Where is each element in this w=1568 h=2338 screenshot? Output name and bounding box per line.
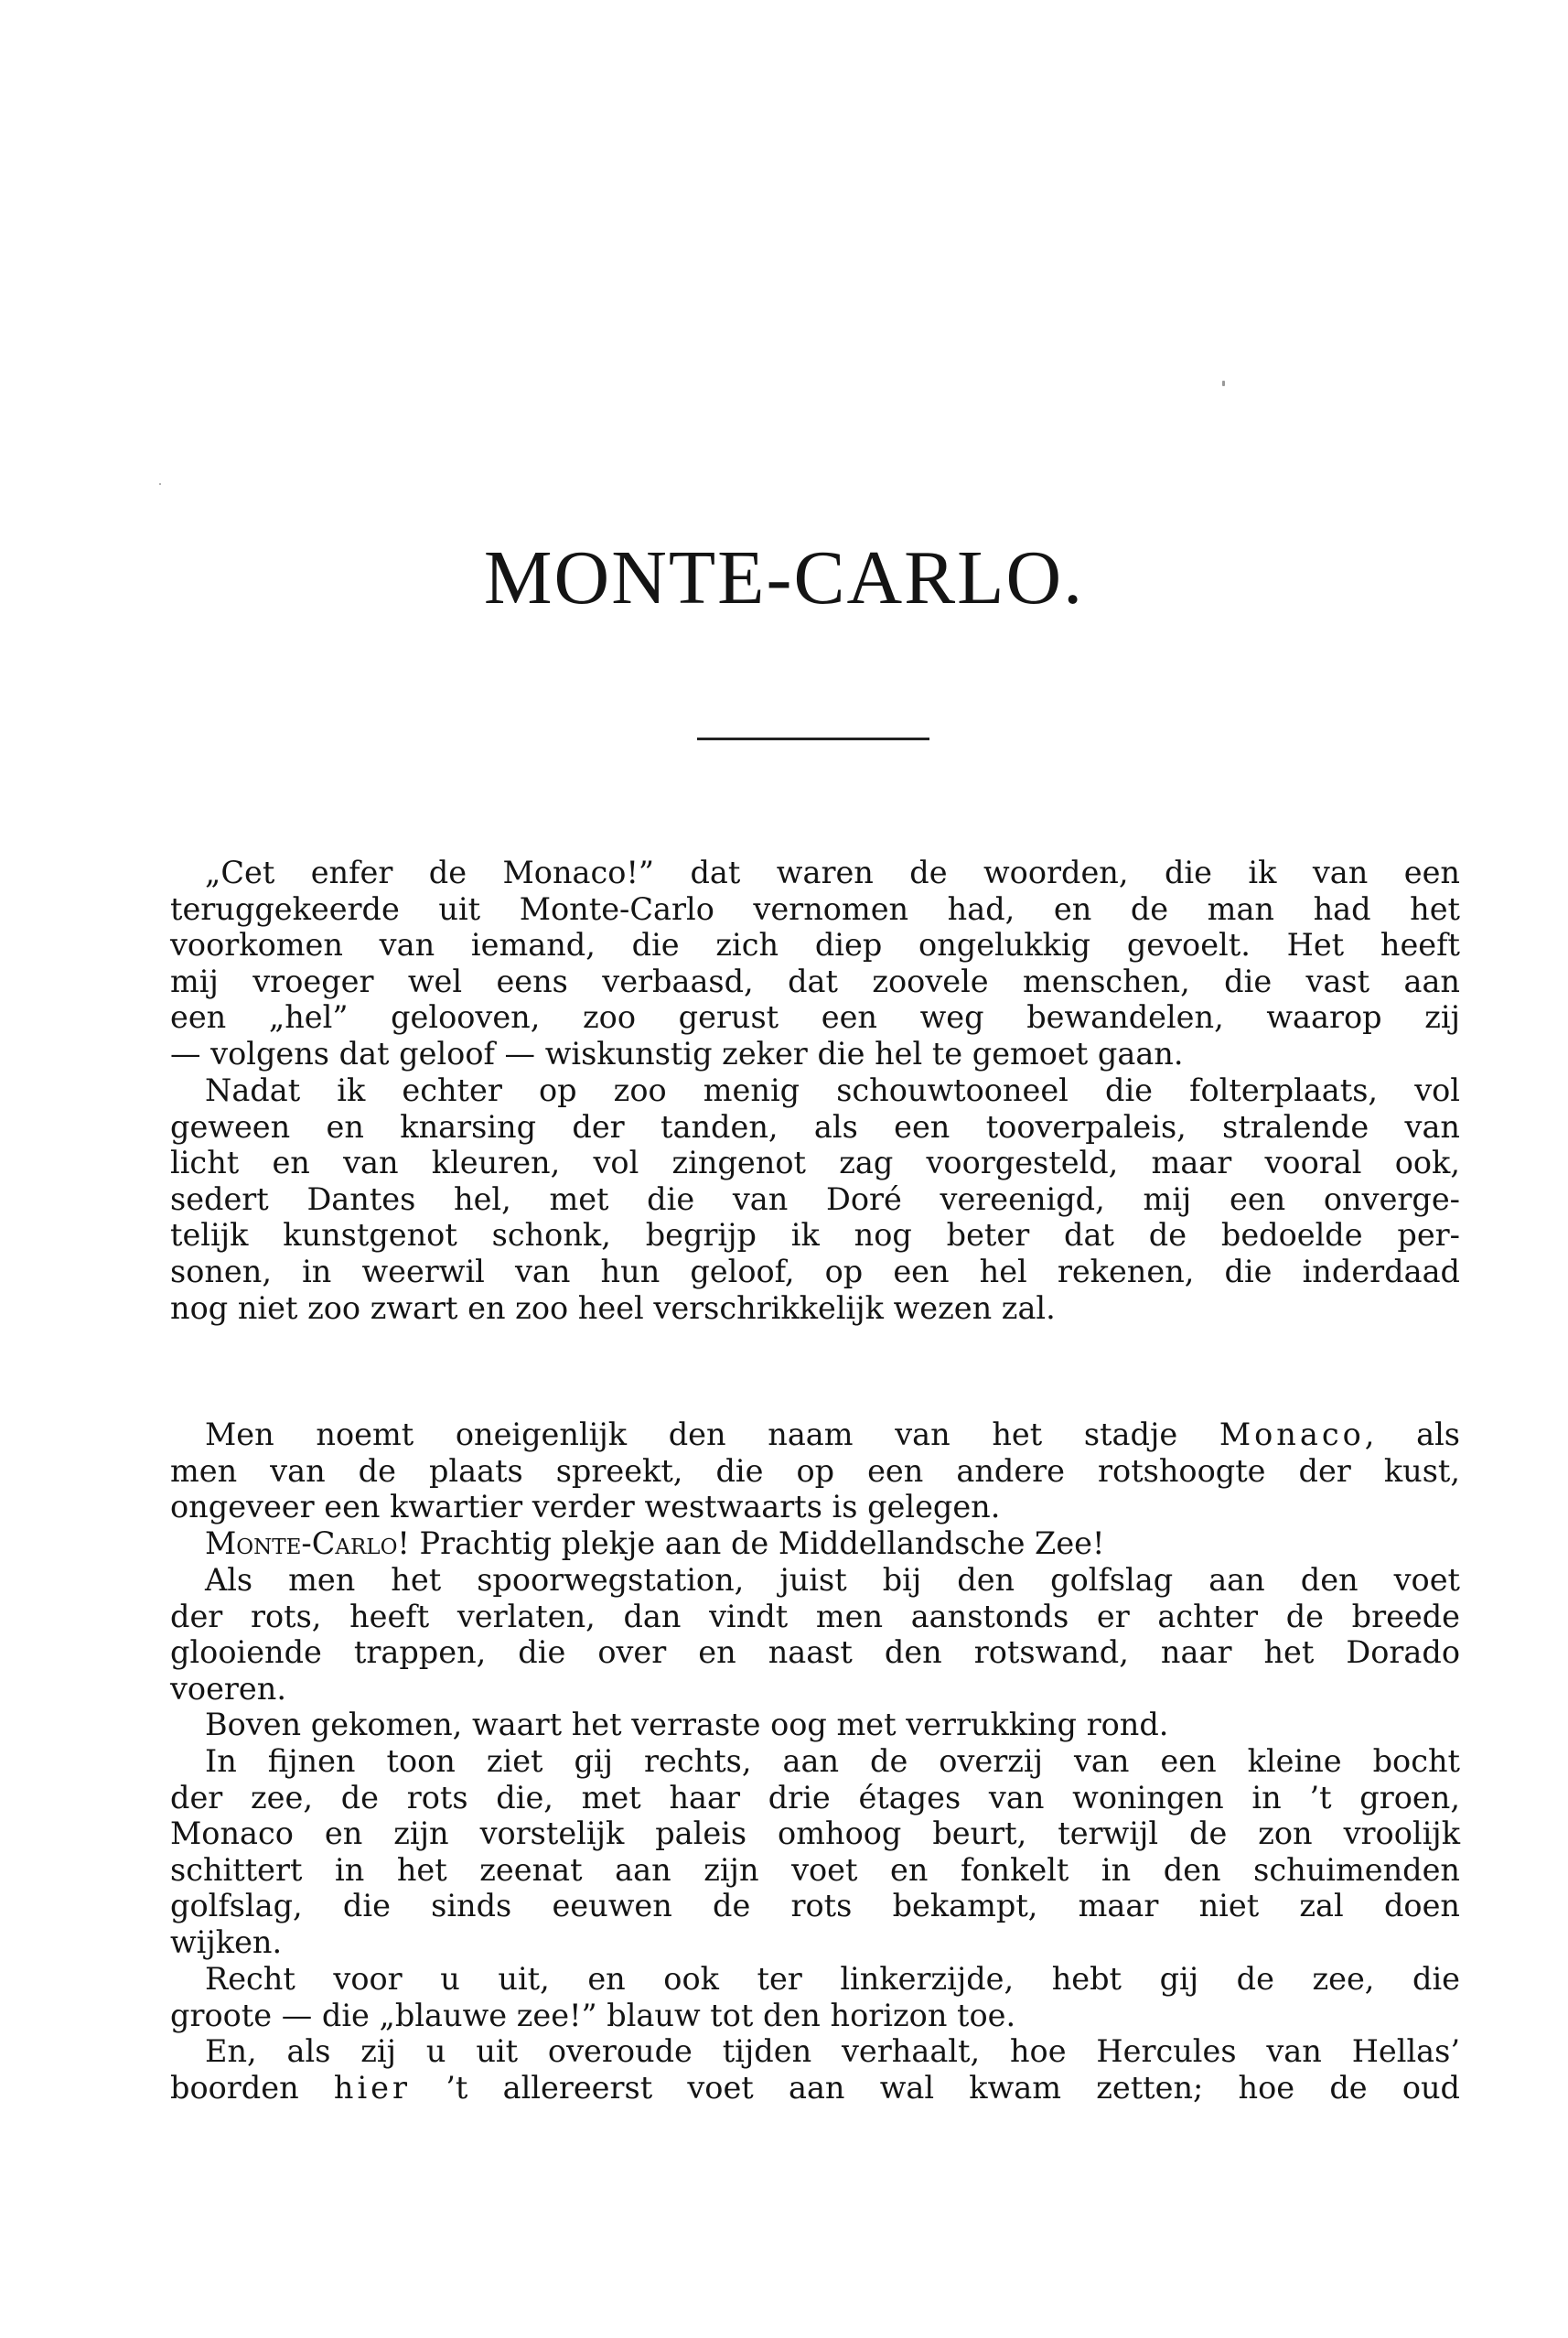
- text-line: Recht voor u uit, en ook ter linkerzijde, hebt gij de zee, die: [205, 1961, 1460, 1997]
- text-run: ! Prachtig plekje aan de Middellandsche Zee!: [397, 1525, 1105, 1561]
- text-line: der rots, heeft verlaten, dan vindt men aanstonds er achter de breede: [170, 1598, 1460, 1634]
- text-line: telijk kunstgenot schonk, begrijp ik nog beter dat de bedoelde per-: [170, 1217, 1460, 1254]
- text-line: teruggekeerde uit Monte-Carlo vernomen had, en de man had het: [170, 890, 1460, 927]
- text-line: Als men het spoorwegstation, juist bij den golfslag aan den voet: [205, 1562, 1460, 1598]
- text-line: groote — die „blauwe zee!” blauw tot den horizon toe.: [170, 1997, 1016, 2033]
- text-run: ’t allereerst voet aan wal kwam zetten; hoe de oud: [446, 2069, 1461, 2106]
- smallcaps-name: Monte-Carlo: [205, 1525, 398, 1561]
- text-line: Boven gekomen, waart het verraste oog met verrukking rond.: [205, 1707, 1169, 1742]
- text-line: sonen, in weerwil van hun geloof, op een hel rekenen, die inderdaad: [170, 1253, 1460, 1289]
- text-run: , als: [1364, 1417, 1460, 1452]
- paragraph-6: [170, 1707, 1460, 1743]
- paragraph-1: [170, 855, 1460, 1072]
- text-line: [170, 1525, 1460, 1562]
- text-line: [170, 1417, 1460, 1453]
- paragraph-9: [170, 2033, 1460, 2106]
- text-line: sedert Dantes hel, met die van Doré vereenigd, mij een onverge-: [170, 1180, 1460, 1217]
- paragraph-5: [170, 1562, 1460, 1707]
- emphasis-spaced: hier: [333, 2069, 412, 2106]
- text-run: Men noemt oneigenlijk den naam van het stadje: [205, 1417, 1178, 1452]
- scan-speck: [1222, 381, 1225, 386]
- scan-speck: [159, 483, 161, 485]
- text-line: ongeveer een kwartier verder westwaarts is gelegen.: [170, 1489, 1001, 1525]
- text-line: — volgens dat geloof — wiskunstig zeker die hel te gemoet gaan.: [170, 1035, 1184, 1072]
- text-line: „Cet enfer de Monaco!” dat waren de woorden, die ik van een: [205, 855, 1460, 890]
- paragraph-2: [170, 1072, 1460, 1326]
- text-line: nog niet zoo zwart en zoo heel verschrikkelijk wezen zal.: [170, 1289, 1056, 1326]
- text-line: En, als zij u uit overoude tijden verhaalt, hoe Hercules van Hellas’: [205, 2033, 1460, 2069]
- text-line: een „hel” gelooven, zoo gerust een weg bewandelen, waarop zij: [170, 999, 1460, 1036]
- text-line: geween en knarsing der tanden, als een tooverpaleis, stralende van: [170, 1108, 1460, 1145]
- text-run: boorden: [170, 2069, 299, 2106]
- text-line: wijken.: [170, 1923, 283, 1960]
- text-line: voorkomen van iemand, die zich diep ongelukkig gevoelt. Het heeft: [170, 927, 1460, 964]
- paragraph-4: [170, 1525, 1460, 1562]
- text-line: glooiende trappen, die over en naast den rotswand, naar het Dorado: [170, 1634, 1460, 1671]
- paragraph-8: [170, 1961, 1460, 2033]
- paragraph-3: [170, 1417, 1460, 1525]
- text-line: schittert in het zeenat aan zijn voet en fonkelt in den schuimenden: [170, 1851, 1460, 1888]
- title-divider: [697, 738, 929, 740]
- text-line: mij vroeger wel eens verbaasd, dat zoovele menschen, die vast aan: [170, 963, 1460, 999]
- emphasis-spaced: Monaco: [1219, 1417, 1365, 1452]
- chapter-title: MONTE-CARLO.: [483, 535, 1085, 620]
- text-line: In fijnen toon ziet gij rechts, aan de overzij van een kleine bocht: [205, 1743, 1460, 1779]
- text-line: men van de plaats spreekt, die op een andere rotshoogte der kust,: [170, 1452, 1460, 1489]
- paragraph-7: [170, 1743, 1460, 1961]
- text-line: der zee, de rots die, met haar drie étages van woningen in ’t groen,: [170, 1779, 1460, 1815]
- text-line: [170, 2070, 1460, 2106]
- text-line: Monaco en zijn vorstelijk paleis omhoog beurt, terwijl de zon vroolijk: [170, 1815, 1460, 1852]
- text-line: licht en van kleuren, vol zingenot zag voorgesteld, maar vooral ook,: [170, 1145, 1460, 1181]
- text-line: golfslag, die sinds eeuwen de rots bekampt, maar niet zal doen: [170, 1888, 1460, 1924]
- text-line: voeren.: [170, 1670, 286, 1707]
- text-line: Nadat ik echter op zoo menig schouwtooneel die folterplaats, vol: [205, 1072, 1460, 1108]
